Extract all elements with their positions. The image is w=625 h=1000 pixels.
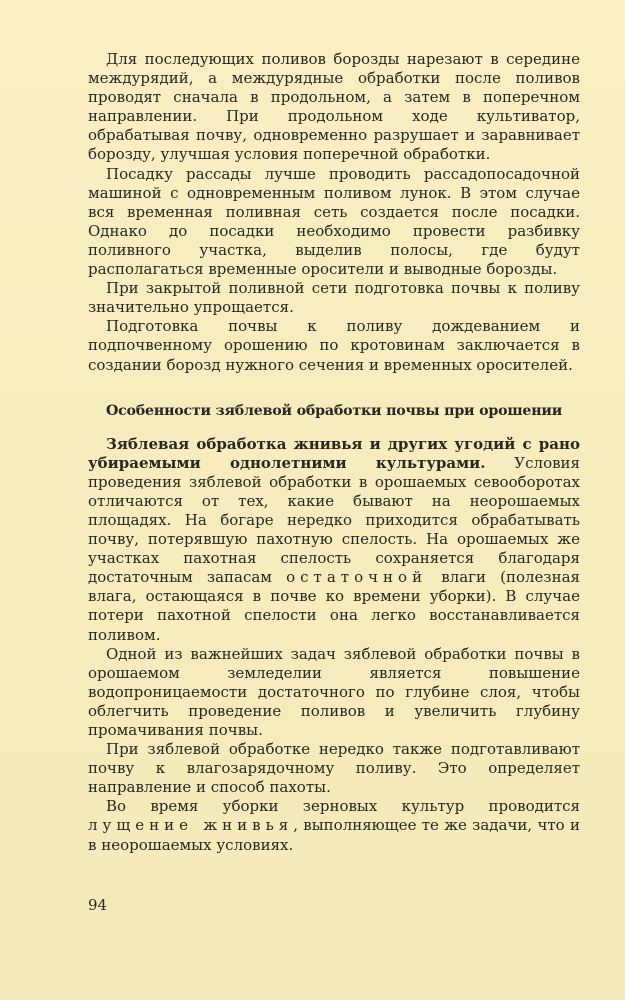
section-heading: Особенности зяблевой обработки почвы при орошении	[105, 402, 563, 419]
text-run: влаги (полезная влага, остающаяся в почве ко времени уборки). В случае потери пахотной спелости она легко восстанавливается поливом.	[88, 568, 580, 644]
section-body	[88, 435, 580, 855]
text-run: Условия проведения зяблевой обработки в орошаемых севооборотах отличаются от тех, какие бывают на неорошаемых площадях. На богаре нередко приходится обрабатывать почву, потерявшую пахотную спелость. На орошаемых же участках пахотная спелость сохраняется благодаря достаточным запасам	[88, 453, 580, 587]
top-text-block	[88, 50, 580, 375]
text-run: Во время уборки зерновых культур проводится	[106, 797, 580, 816]
paragraph-furrows: Для последующих поливов борозды нарезают в середине междурядий, а междурядные обработки после поливов проводят сначала в продольном, а затем в поперечном направлении. При продольном ходе культиватор, обрабатывая почву, одновременно разрушает и заравнивает борозду, улучшая условия поперечной обработки.	[88, 50, 580, 164]
paragraph-sprinkling-prep: Подготовка почвы к поливу дождеванием и подпочвенному орошению по кротовинам заключается в создании борозд нужного сечения и временных оросителей.	[88, 317, 580, 374]
paragraph-seedling-planting: Посадку рассады лучше проводить рассадопосадочной машиной с одновременным поливом лунок. В этом случае вся временная поливная сеть создается после посадки. Однако до посадки необходимо провести разбивку поливного участка, выделив полосы, где будут располагаться временные оросители и выводные борозды.	[88, 164, 580, 279]
paragraph-lead: Зяблевая обработка жнивья и других угодий с рано убираемыми однолетними культурами.	[88, 434, 580, 472]
spaced-term: остаточной	[286, 568, 428, 587]
paragraph-stubble-peeling	[88, 797, 580, 854]
text-run: , выполняющее те же задачи, что и в неорошаемых условиях.	[88, 816, 580, 854]
paragraph-autumn-tillage	[88, 435, 580, 645]
paragraph-moisture-charging: При зяблевой обработке нередко также подготавливают почву к влагозарядочному поливу. Это определяет направление и способ пахоты.	[88, 740, 580, 797]
paragraph-permeability: Одной из важнейших задач зяблевой обработки почвы в орошаемом земледелии является повышение водопроницаемости достаточного по глубине слоя, чтобы облегчить проведение поливов и увеличить глубину промачивания почвы.	[88, 644, 580, 739]
spaced-term: лущение жнивья	[88, 816, 294, 835]
page-number: 94	[88, 896, 108, 914]
page-content	[88, 50, 580, 855]
paragraph-closed-network: При закрытой поливной сети подготовка почвы к поливу значительно упрощается.	[88, 279, 580, 317]
